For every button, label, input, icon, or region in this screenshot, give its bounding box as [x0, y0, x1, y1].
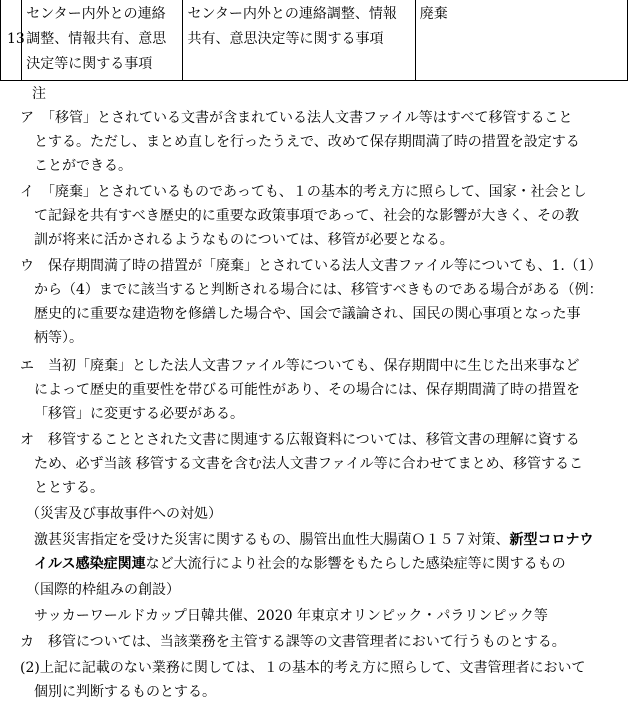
note-o-line: オ 移管することとされた文書に関連する広報資料については、移管文書の理解に資する — [20, 432, 580, 448]
row-number: 13 — [1, 0, 22, 81]
note-u-line: 歴史的に重要な建造物を修繕した場合や、国会で議論され、国民の関心事項となった事 — [34, 306, 581, 322]
disaster-line — [34, 528, 593, 552]
note-u-line: 柄等）。 — [34, 330, 83, 346]
note-i-line: て記録を共有すべき歴史的に重要な政策事項であって、社会的な影響が大きく、その教 — [34, 208, 580, 224]
notes-heading: 注 — [32, 86, 46, 102]
disaster-text: 激甚災害指定を受けた災害に関するもの、腸管出血性大腸菌Ｏ１５７対策、 — [34, 532, 510, 548]
measure-cell: 廃棄 — [415, 0, 627, 81]
category-line: 調整、情報共有、意思 — [26, 31, 167, 47]
intl-heading: （国際的枠組みの創設） — [26, 582, 180, 598]
note-a-line: ことができる。 — [34, 158, 132, 174]
note-e-line: 「移管」に変更する必要がある。 — [34, 406, 244, 422]
disaster-heading: （災害及び事故事件への対処） — [26, 506, 222, 522]
note-e-line: によって歴史的重要性を帯びる可能性があり、その場合には、保存期間満了時の措置を — [34, 382, 580, 398]
note-i-line: 訓が将来に活かされるようなものについては、移管が必要となる。 — [34, 232, 454, 248]
note-u-line: ウ 保存期間満了時の措置が「廃棄」とされている法人文書ファイル等についても、1.（1） — [20, 258, 602, 274]
disaster-bold-text: 新型コロナウ — [509, 532, 594, 548]
note-o-line: ととする。 — [34, 480, 104, 496]
paragraph-2-line: (2)上記に記載のない業務に関しては、１の基本的考え方に照らして、文書管理者において — [20, 660, 586, 676]
category-line: 決定等に関する事項 — [26, 56, 153, 72]
doc-type-cell — [183, 0, 415, 81]
note-i-line: イ 「廃棄」とされているものであっても、１の基本的考え方に照らして、国家・社会とし — [20, 184, 587, 200]
intl-line: サッカーワールドカップ日韓共催、2020 年東京オリンピック・パラリンピック等 — [34, 608, 548, 624]
doc-type-line: センター内外との連絡調整、情報 — [187, 6, 397, 22]
disaster-line — [34, 552, 566, 576]
note-u-line: から（4）までに該当すると判断される場合には、移管すべきものである場合がある（例： — [34, 282, 603, 298]
records-table — [0, 0, 628, 81]
note-a-line: ア 「移管」とされている文書が含まれている法人文書ファイル等はすべて移管すること — [20, 110, 573, 126]
doc-type-line: 共有、意思決定等に関する事項 — [187, 31, 384, 47]
paragraph-2-line: 個別に判断するものとする。 — [34, 684, 216, 700]
note-a-line: とする。ただし、まとめ直しを行ったうえで、改めて保存期間満了時の措置を設定する — [34, 134, 580, 150]
note-e-line: エ 当初「廃棄」とした法人文書ファイル等についても、保存期間中に生じた出来事など — [20, 358, 580, 374]
table-row — [1, 0, 628, 81]
disaster-text: など大流行により社会的な影響をもたらした感染症等に関するもの — [145, 556, 566, 572]
note-ka-line: カ 移管については、当該業務を主管する課等の文書管理者において行うものとする。 — [20, 634, 566, 650]
note-o-line: ため、必ず当該 移管する文書を含む法人文書ファイル等に合わせてまとめ、移管するこ — [34, 456, 584, 472]
disaster-bold-text: イルス感染症関連 — [34, 556, 146, 572]
category-line: センター内外との連絡 — [26, 6, 166, 22]
category-cell — [22, 0, 183, 81]
